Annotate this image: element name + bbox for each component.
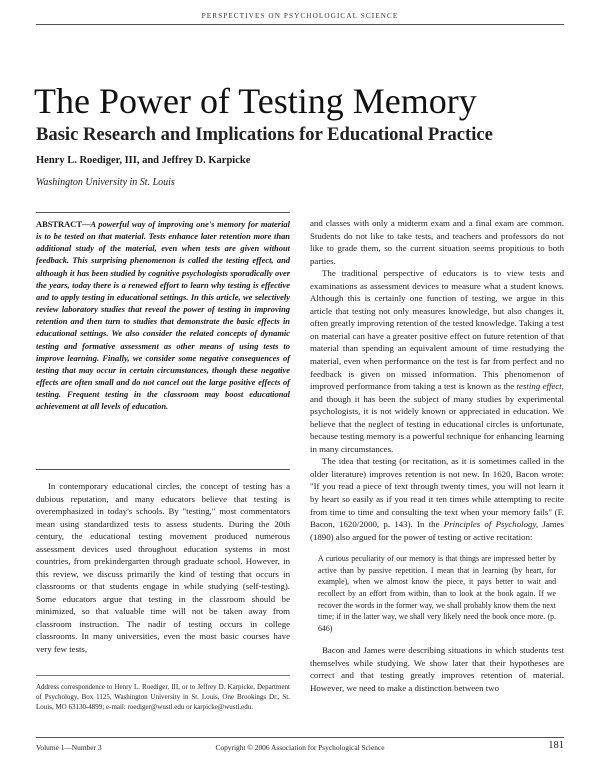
testing-effect-term: testing effect [516, 381, 562, 392]
header-rule [36, 24, 564, 25]
james-block-quote: A curious peculiarity of our memory is that things are impressed better by active than by passive repetition. I mean that in learning (by heart, for example), when we almost know the piece, it pays better to wait and recollect by an effort from within, than to look at the book again. If we recover the words in the former way, we shall probably know them the next time; if in the latter way, we shall very likely need the book once more. (p. 646) [318, 554, 556, 633]
article-title: The Power of Testing Memory [34, 81, 477, 121]
footer-rule [36, 737, 564, 738]
author-affiliation: Washington University in St. Louis [36, 177, 175, 188]
footnote-rule [36, 675, 290, 676]
abstract-top-rule [36, 212, 290, 213]
article-subtitle: Basic Research and Implications for Educational Practice [36, 124, 493, 145]
paragraph-2-text-a: The traditional perspective of educators is to view tests and examinations as assessment devices to measure what a student knows. Although this is certainly one function of testing, we argue in this article that testing not only measures knowledge, but also changes it, often greatly improving retention of the tested knowledge. Taking a test on material can have a greater positive effect on future retention of that material than spending an equivalent amount of time restudying the material, even when performance on the test is far from perfect and no feedback is given on missed information. This phenomenon of improved performance from taking a test is known as the [310, 268, 564, 392]
paragraph-3-text-a: The idea that testing (or recitation, as it is sometimes called in the older literature) improves retention is not new. In 1620, Bacon wrote: "If you read a piece of text through twenty times, you will not learn it by heart so easily as if you read it ten times while attempting to recite from time to time and consulting the text when your memory fails" (F. Bacon, 1620/2000, p. 143). In the [310, 456, 564, 530]
paragraph-4: Bacon and James were describing situations in which students test themselves while studying. We show later that their hypotheses are correct and that testing greatly improves retention of material. However, we need to make a distinction between two [310, 645, 564, 694]
paragraph-2-text-b: , and though it has been the subject of many studies by experimental psychologists, it is not widely known or appreciated in education. We believe that the neglect of testing in educational circles is unfortunate, because testing memory is a powerful technique for enhancing learning in many circumstances. [310, 381, 564, 454]
volume-number: Volume 1—Number 3 [36, 743, 102, 752]
paragraph-3-text-b: James (1890) also argued for the power of testing or active recitation: [310, 519, 564, 542]
paragraph-3 [310, 455, 564, 543]
article-authors: Henry L. Roediger, III, and Jeffrey D. Karpicke [36, 155, 251, 166]
abstract-bottom-rule [36, 469, 290, 470]
abstract-label: ABSTRACT— [36, 219, 91, 229]
copyright-line: Copyright © 2006 Association for Psychological Science [215, 743, 385, 752]
abstract [36, 218, 290, 413]
paragraph-1: and classes with only a midterm exam and a final exam are common. Students do not like to take tests, and teachers and professors do not like to grade them, so the current situation seems propitious to both parties. [310, 218, 564, 266]
intro-paragraph: In contemporary educational circles, the concept of testing has a dubious reputation, and many educators believe that testing is overemphasized in today's schools. By "testing," most commentators mean using standardized tests to assess students. During the 20th century, the educational testing movement produced numerous assessment devices used throughout education systems in most countries, from prekindergarten through graduate school. However, in this review, we discuss primarily the kind of testing that occurs in classrooms or that students engage in while studying (self-testing). Some educators argue that testing in the classroom should be minimized, so that valuable time will not be taken away from classroom instruction. The nadir of testing occurs in college classrooms. In many universities, even the most basic courses have very few tests, [36, 481, 290, 654]
paragraph-2 [310, 267, 564, 455]
abstract-text: A powerful way of improving one's memory for material is to be tested on that material. Tests enhance later retention more than additional study of the material, even when tests are given without feedback. This surprising phenomenon is called the testing effect, and although it has been studied by cognitive psychologists sporadically over the years, today there is a renewed effort to learn why testing is effective and to apply testing in educational settings. In this article, we selectively review laboratory studies that reveal the power of testing in improving retention and then turn to studies that demonstrate the basic effects in educational settings. We also consider the related concepts of dynamic testing and formative assessment as other means of using tests to improve learning. Finally, we consider some negative consequences of testing that may occur in certain circumstances, though these negative effects are often small and do not cancel out the large positive effects of testing. Frequent testing in the classroom may boost educational achievement at all levels of education. [36, 219, 290, 412]
correspondence-footnote: Address correspondence to Henry L. Roediger, III, or to Jeffrey D. Karpicke, Department of Psychology, Box 1125, Washington University in St. Louis, One Brookings Dr., St. Louis, MO 63130-4899; e-mail: roediger@wustl.edu or karpicke@wustl.edu. [36, 683, 290, 711]
right-column-body [310, 217, 564, 695]
principles-title: Principles of Psychology, [443, 519, 539, 530]
page-number: 181 [548, 740, 564, 751]
left-column-body [36, 480, 290, 655]
journal-header: PERSPECTIVES ON PSYCHOLOGICAL SCIENCE [201, 12, 399, 20]
